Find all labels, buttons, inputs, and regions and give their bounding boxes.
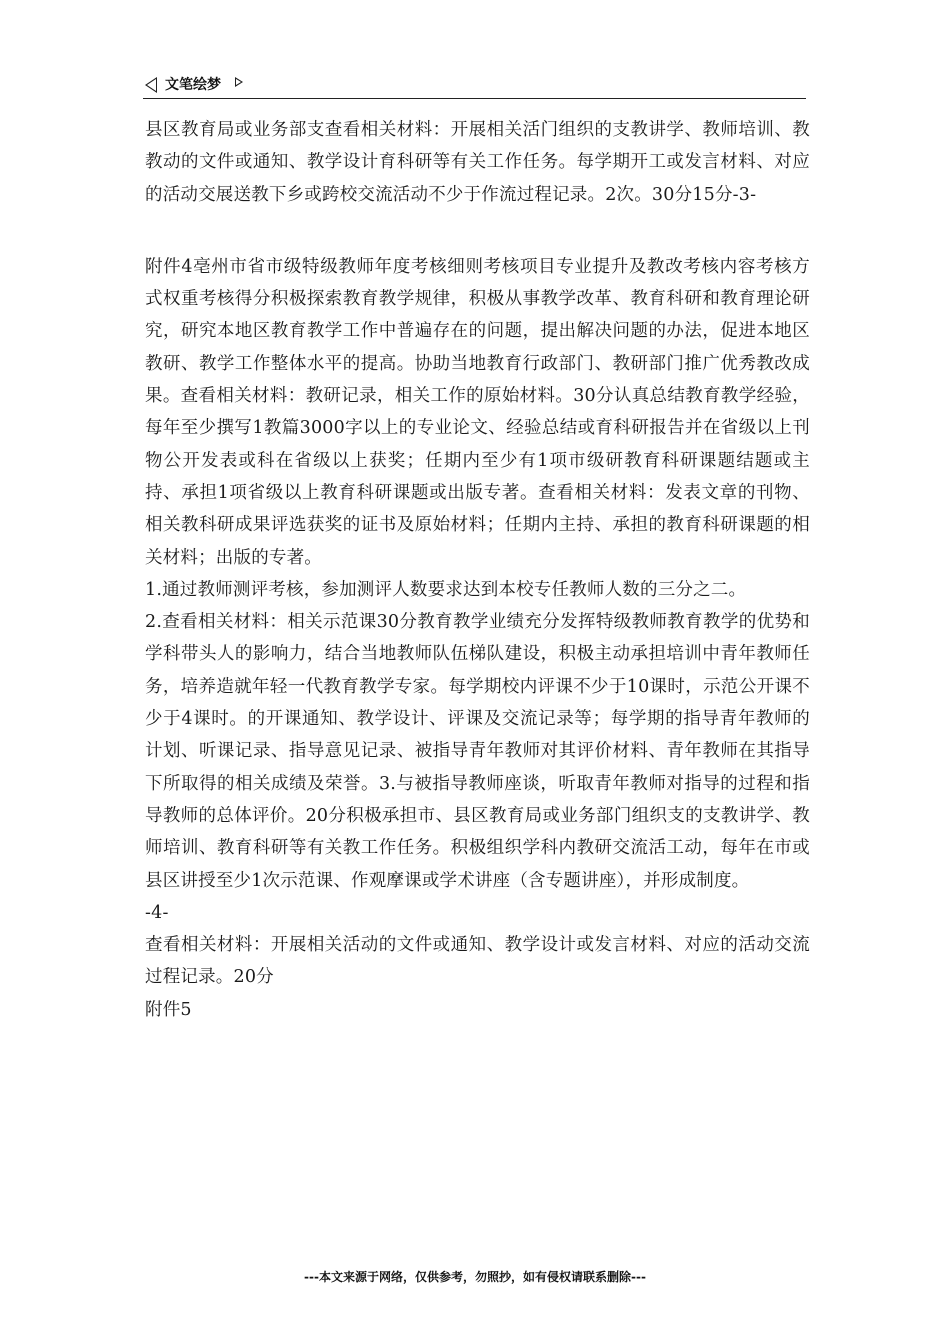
paragraph: 2.查看相关材料：相关示范课30分教育教学业绩充分发挥特级教师教育教学的优势和学科带头人的影响力，结合当地教师队伍梯队建设，积极主动承担培训中青年教师任务，培养造就年轻一代教育教学专家。每学期校内评课不少于10课时，示范公开课不少于4课时。的开课通知、教学设计、评课及交流记录等；每学期的指导青年教师的计划、听课记录、指导意见记录、被指导青年教师对其评价材料、青年教师在其指导下所取得的相关成绩及荣誉。3.与被指导教师座谈，听取青年教师对指导的过程和指导教师的总体评价。20分积极承担市、县区教育局或业务部门组织支的支教讲学、教师培训、教育科研等有关教工作任务。积极组织学科内教研交流活工动，每年在市或县区讲授至少1次示范课、作观摩课或学术讲座（含专题讲座），并形成制度。: [145, 612, 810, 891]
footer-notice: ---本文来源于网络，仅供参考，勿照抄，如有侵权请联系删除---: [304, 1270, 646, 1284]
triangle-right-icon: [235, 77, 243, 87]
brand-name: 文笔绘梦: [165, 77, 221, 93]
paragraph: 1.通过教师测评考核，参加测评人数要求达到本校专任教师人数的三分之二。: [145, 579, 747, 600]
paragraph: 查看相关材料：开展相关活动的文件或通知、教学设计或发言材料、对应的活动交流过程记录。20分: [145, 935, 810, 988]
paragraph: 附件4亳州市省市级特级教师年度考核细则考核项目专业提升及教改考核内容考核方式权重考核得分积极探索教育教学规律，积极从事教学改革、教育科研和教育理论研究，研究本地区教育教学工作中普遍存在的问题，提出解决问题的办法，促进本地区教研、教学工作整体水平的提高。协助当地教育行政部门、教研部门推广优秀教改成果。查看相关材料：教研记录，相关工作的原始材料。30分认真总结教育教学经验，每年至少撰写1教篇3000字以上的专业论文、经验总结或育科研报告并在省级以上刊物公开发表或科在省级以上获奖；任期内至少有1项市级研教育科研课题结题或主持、承担1项省级以上教育科研课题或出版专著。查看相关材料：发表文章的刊物、相关教科研成果评选获奖的证书及原始材料；任期内主持、承担的教育科研课题的相关材料；出版的专著。: [145, 256, 810, 568]
triangle-left-icon: [145, 77, 157, 93]
document-body: [145, 114, 810, 1026]
page-header: [143, 74, 806, 99]
paragraph-gap: [145, 211, 810, 251]
paragraph: 县区教育局或业务部支查看相关材料：开展相关活门组织的支教讲学、教师培训、教教动的文件或通知、教学设计育科研等有关工作任务。每学期开工或发言材料、对应的活动交展送教下乡或跨校交流活动不少于作流过程记录。2次。30分15分-3-: [145, 120, 810, 205]
paragraph: 附件5: [145, 999, 192, 1020]
page-number: -4-: [145, 902, 169, 923]
